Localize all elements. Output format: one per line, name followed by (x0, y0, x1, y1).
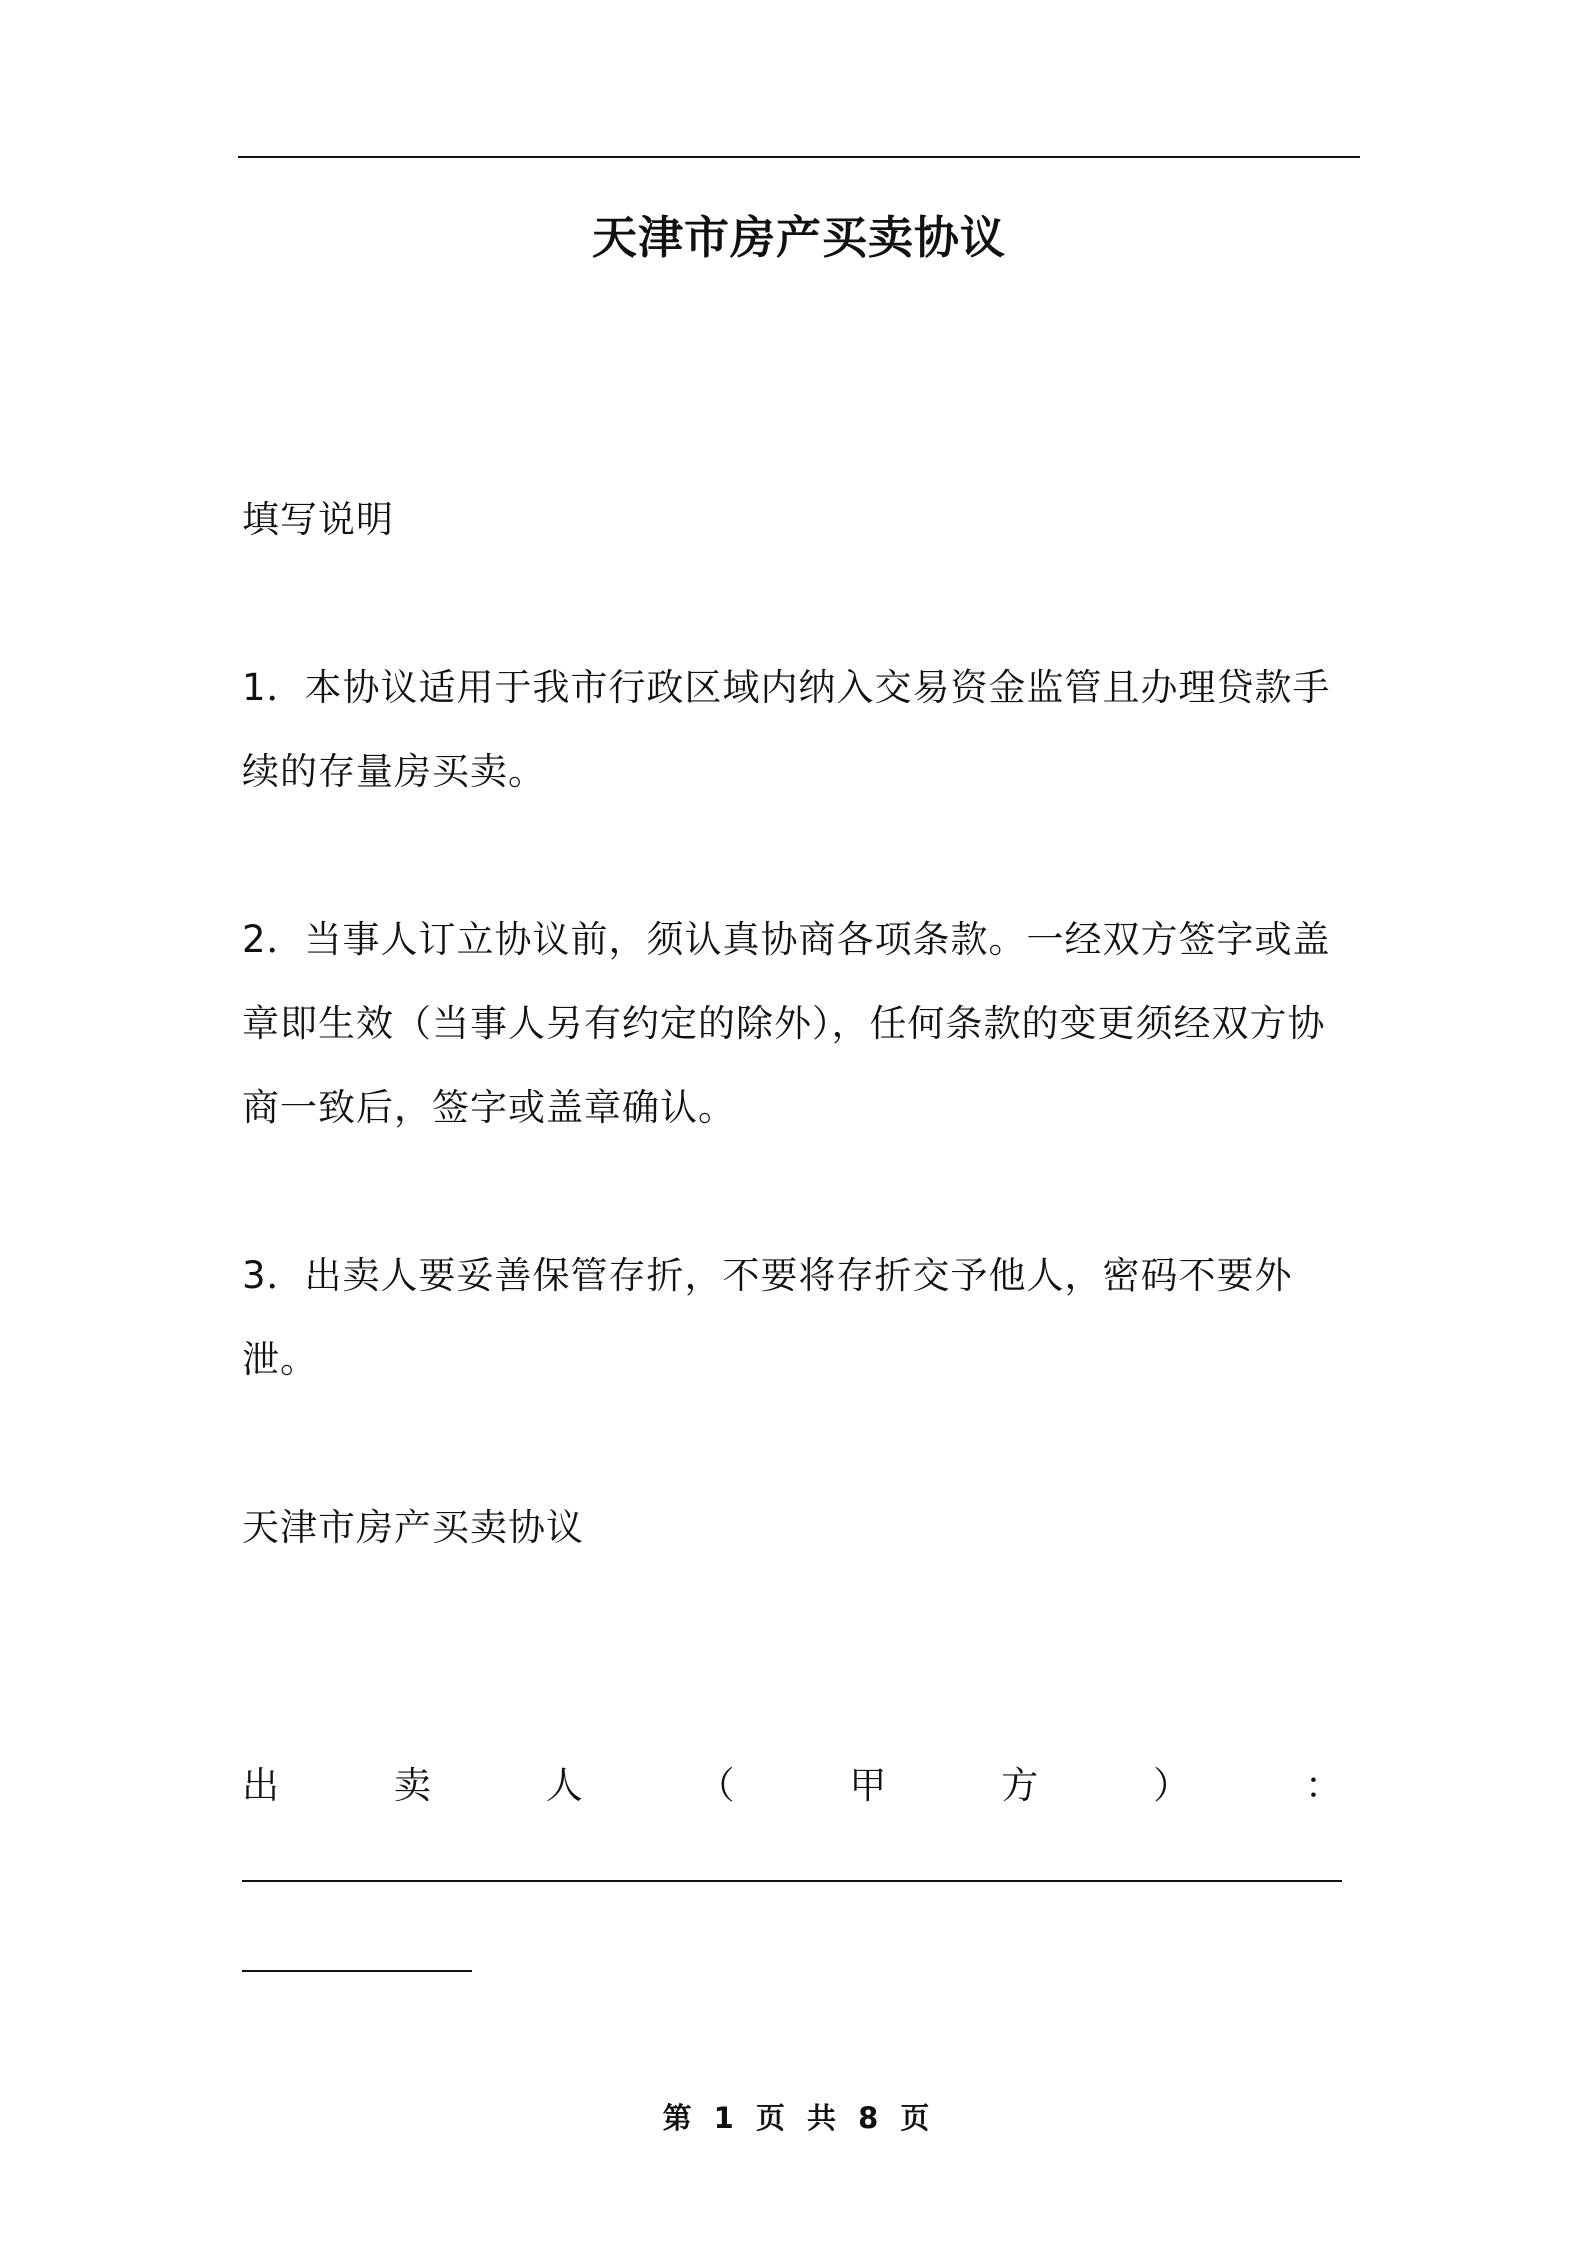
seller-label-char: ： (1304, 1764, 1342, 1807)
agreement-subtitle: 天津市房产买卖协议 (242, 1506, 584, 1549)
seller-label-char: 方 (1001, 1764, 1039, 1807)
seller-label-char: 出 (242, 1764, 279, 1807)
seller-label (242, 1740, 1342, 1824)
seller-label-char: （ (697, 1764, 735, 1807)
document-title: 天津市房产买卖协议 (591, 211, 1006, 264)
seller-fill-line (242, 1880, 1342, 1882)
seller-fill-line-continued (242, 1970, 472, 1972)
page-number-footer: 第 1 页 共 8 页 (662, 2101, 936, 2135)
instruction-item-3: 3．出卖人要妥善保管存折，不要将存折交予他人，密码不要外泄。 (242, 1254, 1293, 1381)
instruction-item-1: 1．本协议适用于我市行政区域内纳入交易资金监管且办理贷款手续的存量房买卖。 (242, 666, 1331, 793)
header-rule (238, 156, 1360, 158)
instruction-item-2: 2．当事人订立协议前，须认真协商各项条款。一经双方签字或盖章即生效（当事人另有约定的除外），任何条款的变更须经双方协商一致后，签字或盖章确认。 (242, 918, 1331, 1129)
seller-label-char: ） (1153, 1764, 1191, 1807)
section-heading: 填写说明 (242, 498, 394, 541)
seller-label-char: 甲 (849, 1764, 887, 1807)
seller-label-char: 卖 (393, 1764, 431, 1807)
seller-label-char: 人 (545, 1764, 583, 1807)
